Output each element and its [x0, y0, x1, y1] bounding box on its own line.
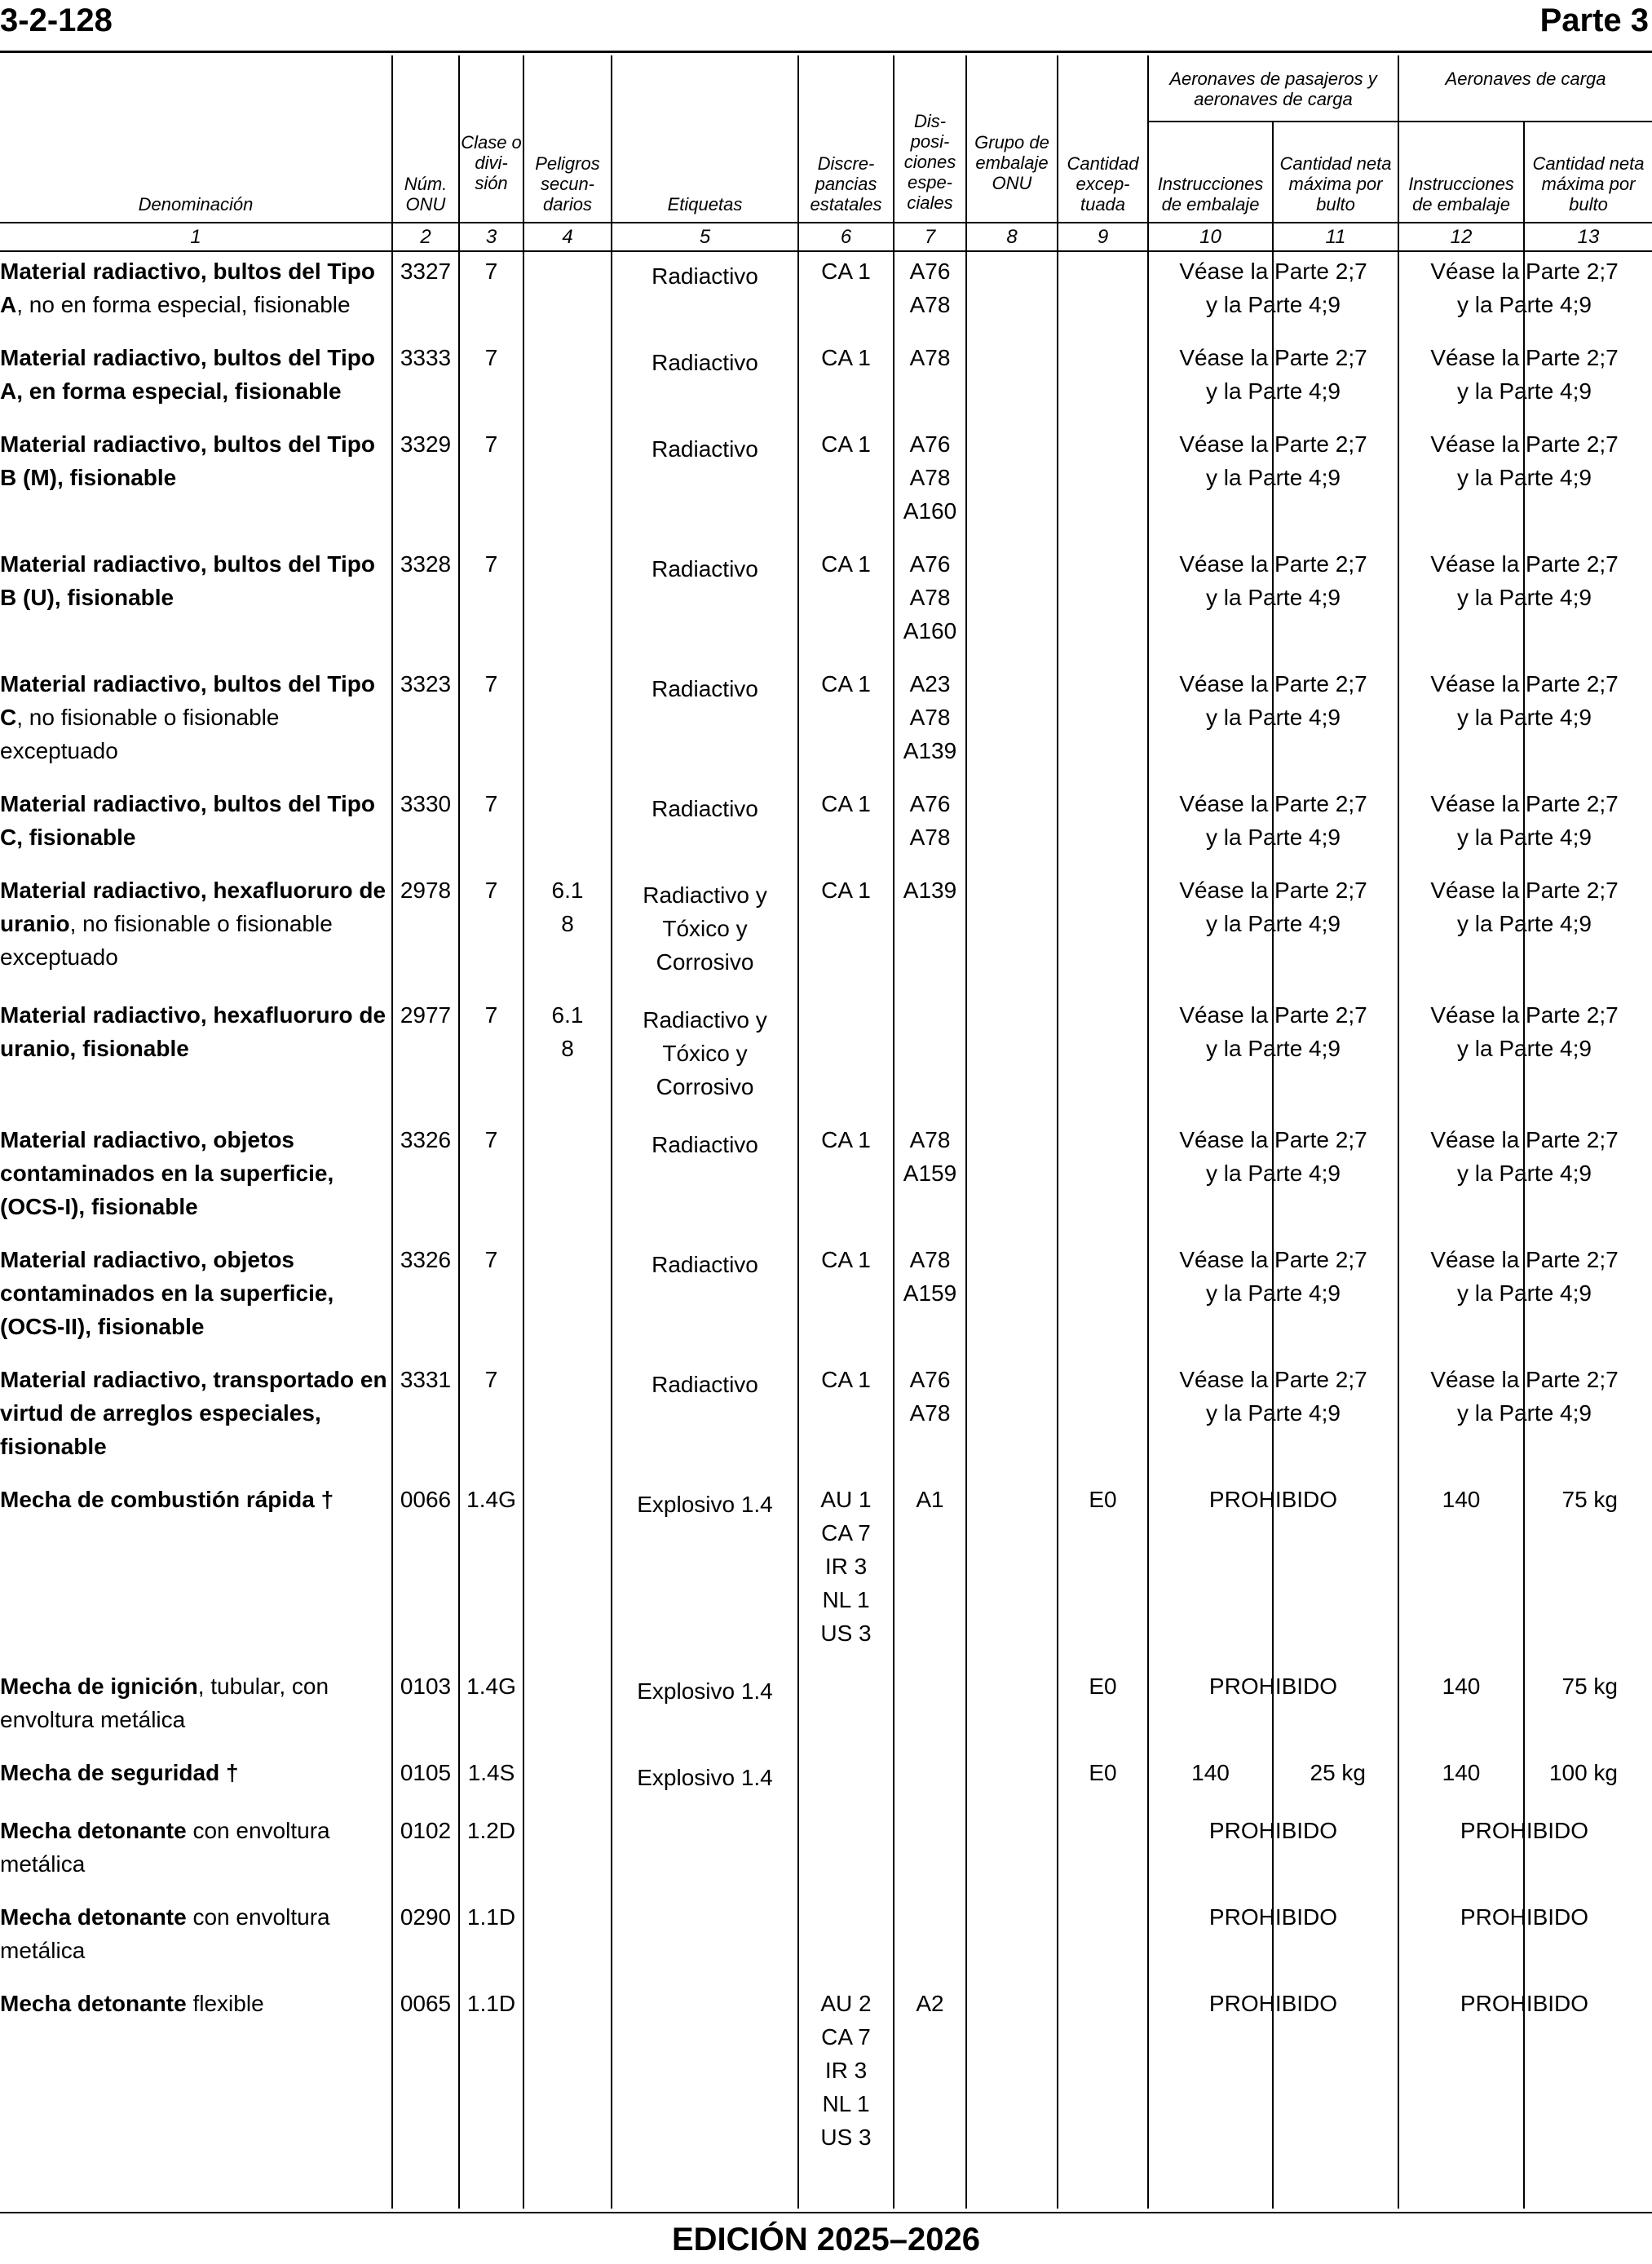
pax-packing-instruction: 140: [1191, 1760, 1230, 1785]
cao-restriction: Véase la Parte 2;7 y la Parte 4;9: [1430, 671, 1619, 730]
special-provisions: [894, 1669, 966, 1756]
row-name: [0, 547, 392, 667]
un-number: 0066: [400, 1487, 452, 1512]
special-provisions: [894, 998, 966, 1123]
col-number: 13: [1577, 226, 1600, 248]
row-name: [0, 1483, 392, 1669]
subsidiary-hazard: [523, 547, 612, 667]
row-name: [0, 427, 392, 547]
table-row: [0, 1987, 1650, 2173]
state-variations: AU 2 CA 7 IR 3 NL 1 US 3: [820, 1991, 872, 2150]
col-number: 5: [699, 226, 711, 248]
pax-restriction: PROHIBIDO: [1208, 1991, 1338, 2016]
state-variations: CA 1: [821, 791, 871, 816]
row-name: [0, 1243, 392, 1363]
hazard-labels: Radiactivo: [652, 1132, 758, 1157]
row-name-bold: Mecha detonante: [0, 1818, 187, 1843]
cao-max-quantity: 75 kg: [1561, 1487, 1618, 1512]
excepted-quantity: [1058, 1900, 1148, 1987]
subsidiary-hazard: 6.1 8: [551, 1002, 584, 1061]
cao-restriction: Véase la Parte 2;7 y la Parte 4;9: [1430, 1127, 1619, 1186]
state-variations: AU 1 CA 7 IR 3 NL 1 US 3: [820, 1487, 872, 1646]
table-row: [0, 427, 1650, 547]
top-rule: [0, 51, 1652, 53]
state-variations: CA 1: [821, 345, 871, 370]
special-provisions: [894, 1900, 966, 1987]
pax-restriction: PROHIBIDO: [1208, 1904, 1338, 1930]
un-number: 3327: [400, 259, 452, 284]
table-row: [0, 547, 1650, 667]
subsidiary-hazard: [523, 254, 612, 341]
packing-group: [966, 1243, 1058, 1363]
hazard-labels: Explosivo 1.4: [637, 1678, 773, 1704]
hazard-labels: Radiactivo: [652, 436, 758, 462]
pax-restriction: Véase la Parte 2;7 y la Parte 4;9: [1179, 1002, 1367, 1061]
class-division: 7: [484, 671, 498, 696]
cao-restriction: PROHIBIDO: [1460, 1904, 1589, 1930]
un-number: 3326: [400, 1247, 452, 1272]
cao-packing-instruction: 140: [1442, 1760, 1481, 1785]
special-provisions: [894, 1756, 966, 1814]
hazard-labels: Radiactivo: [652, 556, 758, 581]
hazard-labels: Radiactivo: [652, 350, 758, 375]
subsidiary-hazard: [523, 1756, 612, 1814]
excepted-quantity: [1058, 873, 1148, 998]
hazard-labels: [612, 1900, 798, 1987]
hazard-labels: Explosivo 1.4: [637, 1492, 773, 1517]
class-division: 7: [484, 791, 498, 816]
un-number: 3326: [400, 1127, 452, 1152]
subsidiary-hazard: [523, 667, 612, 787]
special-provisions: A76 A78: [909, 1367, 951, 1426]
row-name: [0, 1814, 392, 1900]
excepted-quantity: [1058, 1243, 1148, 1363]
class-division: 7: [484, 431, 498, 457]
group-header-rule: [1147, 121, 1652, 122]
hazard-labels: Radiactivo: [652, 1372, 758, 1397]
hazard-labels: Radiactivo y Tóxico y Corrosivo: [643, 882, 767, 975]
packing-group: [966, 1814, 1058, 1900]
un-number: 3328: [400, 551, 452, 577]
cao-packing-instruction: 140: [1442, 1487, 1481, 1512]
row-name: [0, 254, 392, 341]
packing-group: [966, 1123, 1058, 1243]
packing-group: [966, 1669, 1058, 1756]
hazard-labels: [612, 1814, 798, 1900]
subsidiary-hazard: [523, 341, 612, 427]
row-name-bold: Material radiactivo, objetos contaminados en la superficie, (OCS-I), fisionable: [0, 1127, 334, 1219]
hazard-labels: Radiactivo y Tóxico y Corrosivo: [643, 1007, 767, 1099]
class-division: 7: [484, 259, 498, 284]
packing-group: [966, 1756, 1058, 1814]
hazard-labels: Radiactivo: [652, 676, 758, 701]
excepted-quantity: E0: [1089, 1674, 1117, 1699]
col-header-grupo: Grupo de embalaje ONU: [974, 132, 1049, 193]
state-variations: [798, 1900, 894, 1987]
packing-group: [966, 1363, 1058, 1483]
row-name-bold: Material radiactivo, bultos del Tipo B (U), fisionable: [0, 551, 376, 610]
special-provisions: A76 A78 A160: [903, 551, 957, 643]
col-header-num-onu: Núm. ONU: [404, 174, 448, 214]
subsidiary-hazard: [523, 1987, 612, 2173]
special-provisions: A78 A159: [903, 1127, 957, 1186]
hazard-labels: [612, 1987, 798, 2173]
pax-restriction: Véase la Parte 2;7 y la Parte 4;9: [1179, 431, 1367, 490]
row-name-bold: Mecha de ignición: [0, 1674, 198, 1699]
table-row: [0, 254, 1650, 341]
col-header-cantidad-exceptuada: Cantidad excep- tuada: [1067, 153, 1139, 214]
subsidiary-hazard: 6.1 8: [551, 878, 584, 936]
row-name-rest: flexible: [186, 1991, 264, 2016]
excepted-quantity: [1058, 427, 1148, 547]
col-number: 12: [1450, 226, 1473, 248]
col-number: 2: [420, 226, 431, 248]
row-name-rest: , tubular, con envoltura metálica: [0, 1674, 329, 1732]
un-number: 0290: [400, 1904, 452, 1930]
part-title: Parte 3: [1539, 2, 1649, 38]
class-division: 1.4G: [466, 1487, 516, 1512]
hazard-labels: Radiactivo: [652, 796, 758, 821]
col-number: 7: [924, 226, 936, 248]
cao-restriction: Véase la Parte 2;7 y la Parte 4;9: [1430, 431, 1619, 490]
col-number: 11: [1325, 226, 1346, 248]
pax-restriction: Véase la Parte 2;7 y la Parte 4;9: [1179, 791, 1367, 850]
col-header-disposiciones: Dis- posi- ciones espe- ciales: [903, 111, 956, 213]
cao-restriction: Véase la Parte 2;7 y la Parte 4;9: [1430, 1247, 1619, 1306]
un-number: 0103: [400, 1674, 452, 1699]
pax-restriction: Véase la Parte 2;7 y la Parte 4;9: [1179, 671, 1367, 730]
excepted-quantity: [1058, 998, 1148, 1123]
packing-group: [966, 998, 1058, 1123]
row-name-bold: Material radiactivo, bultos del Tipo C: [0, 671, 376, 730]
row-name-bold: Mecha detonante: [0, 1904, 187, 1930]
row-name-bold: Material radiactivo, bultos del Tipo C, fisionable: [0, 791, 376, 850]
special-provisions: A78: [909, 345, 951, 370]
cao-packing-instruction: 140: [1442, 1674, 1481, 1699]
cao-restriction: PROHIBIDO: [1460, 1991, 1589, 2016]
excepted-quantity: [1058, 1363, 1148, 1483]
un-number: 2978: [400, 878, 452, 903]
state-variations: CA 1: [821, 1367, 871, 1392]
col-number: 8: [1006, 226, 1018, 248]
special-provisions: A23 A78 A139: [903, 671, 957, 763]
edition-footer: EDICIÓN 2025–2026: [671, 2222, 980, 2257]
subsidiary-hazard: [523, 1669, 612, 1756]
pax-max-quantity: 25 kg: [1310, 1760, 1366, 1785]
pax-restriction: Véase la Parte 2;7 y la Parte 4;9: [1179, 1367, 1367, 1426]
col-header-etiquetas: Etiquetas: [667, 194, 743, 214]
row-name: [0, 1669, 392, 1756]
row-name-bold: Material radiactivo, transportado en virtud de arreglos especiales, fisionable: [0, 1367, 387, 1459]
class-division: 7: [484, 1127, 498, 1152]
col-header-peligros: Peligros secun- darios: [535, 153, 600, 214]
class-division: 7: [484, 1367, 498, 1392]
pax-restriction: Véase la Parte 2;7 y la Parte 4;9: [1179, 878, 1367, 936]
excepted-quantity: E0: [1089, 1760, 1117, 1785]
row-name: [0, 787, 392, 873]
special-provisions: A76 A78 A160: [903, 431, 957, 524]
special-provisions: A76 A78: [909, 791, 951, 850]
excepted-quantity: [1058, 787, 1148, 873]
col-number: 1: [190, 226, 201, 248]
class-division: 1.1D: [466, 1991, 516, 2016]
col-number: 4: [562, 226, 573, 248]
special-provisions: [894, 1814, 966, 1900]
state-variations: [798, 1669, 894, 1756]
excepted-quantity: [1058, 341, 1148, 427]
row-name: [0, 873, 392, 998]
col-header-cao-instrucciones: Instrucciones de embalaje: [1408, 174, 1514, 214]
table-row: [0, 873, 1650, 998]
subsidiary-hazard: [523, 427, 612, 547]
hazard-labels: Radiactivo: [652, 1252, 758, 1277]
hazard-labels: Radiactivo: [652, 263, 758, 289]
cao-restriction: Véase la Parte 2;7 y la Parte 4;9: [1430, 259, 1619, 317]
hazard-labels: Explosivo 1.4: [637, 1765, 773, 1790]
packing-group: [966, 341, 1058, 427]
table-row: [0, 667, 1650, 787]
row-name: [0, 341, 392, 427]
row-name-bold: Material radiactivo, bultos del Tipo B (M), fisionable: [0, 431, 376, 490]
un-number: 3333: [400, 345, 452, 370]
row-name-bold: Material radiactivo, hexafluoruro de uranio, fisionable: [0, 1002, 386, 1061]
col-number: 10: [1199, 226, 1221, 248]
group-header-cargo: Aeronaves de carga: [1445, 69, 1606, 89]
cao-restriction: Véase la Parte 2;7 y la Parte 4;9: [1430, 791, 1619, 850]
col-header-discrepancias: Discre- pancias estatales: [810, 153, 882, 214]
excepted-quantity: [1058, 667, 1148, 787]
row-name-bold: Material radiactivo, objetos contaminados en la superficie, (OCS-II), fisionable: [0, 1247, 334, 1339]
state-variations: CA 1: [821, 1247, 871, 1272]
table-row: [0, 1900, 1650, 1987]
packing-group: [966, 1987, 1058, 2173]
un-number: 3323: [400, 671, 452, 696]
table-row: [0, 787, 1650, 873]
row-name-rest: con envoltura metálica: [0, 1818, 330, 1877]
cao-restriction: Véase la Parte 2;7 y la Parte 4;9: [1430, 878, 1619, 936]
class-division: 7: [484, 1247, 498, 1272]
packing-group: [966, 254, 1058, 341]
row-name: [0, 667, 392, 787]
row-name: [0, 1123, 392, 1243]
special-provisions: A1: [916, 1487, 944, 1512]
packing-group: [966, 787, 1058, 873]
bottom-rule: [0, 2212, 1652, 2213]
row-name-bold: Material radiactivo, bultos del Tipo A: [0, 259, 376, 317]
group-header-passenger: Aeronaves de pasajeros y aeronaves de carga: [1169, 69, 1377, 109]
row-name-bold: Mecha de seguridad †: [0, 1760, 239, 1785]
un-number: 3330: [400, 791, 452, 816]
number-row-rule: [0, 250, 1652, 252]
un-number: 0065: [400, 1991, 452, 2016]
packing-group: [966, 547, 1058, 667]
subsidiary-hazard: [523, 1483, 612, 1669]
class-division: 1.4S: [467, 1760, 515, 1785]
state-variations: CA 1: [821, 1127, 871, 1152]
table-row: [0, 1243, 1650, 1363]
col-number: 6: [840, 226, 852, 248]
class-division: 1.4G: [466, 1674, 516, 1699]
row-name: [0, 1900, 392, 1987]
excepted-quantity: E0: [1089, 1487, 1117, 1512]
row-name-rest: , no fisionable o fisionable exceptuado: [0, 911, 333, 970]
row-name: [0, 1756, 392, 1814]
subsidiary-hazard: [523, 1363, 612, 1483]
special-provisions: A76 A78: [909, 259, 951, 317]
row-name-bold: Material radiactivo, bultos del Tipo A, en forma especial, fisionable: [0, 345, 376, 404]
subsidiary-hazard: [523, 1243, 612, 1363]
table-row: [0, 1814, 1650, 1900]
class-division: 7: [484, 878, 498, 903]
packing-group: [966, 1483, 1058, 1669]
cao-max-quantity: 100 kg: [1548, 1760, 1618, 1785]
table-row: [0, 1756, 1650, 1814]
un-number: 0105: [400, 1760, 452, 1785]
un-number: 2977: [400, 1002, 452, 1028]
pax-restriction: Véase la Parte 2;7 y la Parte 4;9: [1179, 345, 1367, 404]
table-row: [0, 1669, 1650, 1756]
state-variations: [798, 1814, 894, 1900]
class-division: 7: [484, 551, 498, 577]
dangerous-goods-table: [0, 254, 1650, 2173]
cao-restriction: Véase la Parte 2;7 y la Parte 4;9: [1430, 1002, 1619, 1061]
special-provisions: A2: [916, 1991, 944, 2016]
row-name-rest: , no fisionable o fisionable exceptuado: [0, 705, 280, 763]
class-division: 1.2D: [466, 1818, 516, 1843]
state-variations: CA 1: [821, 551, 871, 577]
row-name: [0, 1363, 392, 1483]
cao-max-quantity: 75 kg: [1561, 1674, 1618, 1699]
subsidiary-hazard: [523, 787, 612, 873]
cao-restriction: Véase la Parte 2;7 y la Parte 4;9: [1430, 551, 1619, 610]
state-variations: CA 1: [821, 431, 871, 457]
packing-group: [966, 873, 1058, 998]
special-provisions: A139: [903, 878, 957, 903]
special-provisions: A78 A159: [903, 1247, 957, 1306]
pax-restriction: PROHIBIDO: [1208, 1487, 1338, 1512]
pax-restriction: Véase la Parte 2;7 y la Parte 4;9: [1179, 1247, 1367, 1306]
un-number: 3329: [400, 431, 452, 457]
pax-restriction: Véase la Parte 2;7 y la Parte 4;9: [1179, 1127, 1367, 1186]
row-name: [0, 998, 392, 1123]
un-number: 3331: [400, 1367, 452, 1392]
subsidiary-hazard: [523, 1123, 612, 1243]
subsidiary-hazard: [523, 1900, 612, 1987]
class-division: 1.1D: [466, 1904, 516, 1930]
excepted-quantity: [1058, 1987, 1148, 2173]
packing-group: [966, 667, 1058, 787]
cao-restriction: Véase la Parte 2;7 y la Parte 4;9: [1430, 345, 1619, 404]
pax-restriction: Véase la Parte 2;7 y la Parte 4;9: [1179, 259, 1367, 317]
packing-group: [966, 1900, 1058, 1987]
col-header-denominacion: Denominación: [138, 194, 254, 214]
class-division: 7: [484, 1002, 498, 1028]
packing-group: [966, 427, 1058, 547]
excepted-quantity: [1058, 1814, 1148, 1900]
page-number: 3-2-128: [0, 2, 113, 38]
row-name: [0, 1987, 392, 2173]
row-name-rest: con envoltura metálica: [0, 1904, 330, 1963]
cao-restriction: PROHIBIDO: [1460, 1818, 1589, 1843]
table-row: [0, 1123, 1650, 1243]
col-header-clase: Clase o divi- sión: [461, 132, 522, 193]
table-row: [0, 341, 1650, 427]
subsidiary-hazard: [523, 1814, 612, 1900]
col-header-pax-instrucciones: Instrucciones de embalaje: [1157, 174, 1264, 214]
pax-restriction: PROHIBIDO: [1208, 1674, 1338, 1699]
row-name-rest: , no en forma especial, fisionable: [16, 292, 351, 317]
header-rule: [0, 222, 1652, 223]
row-name-bold: Mecha detonante: [0, 1991, 187, 2016]
col-header-cao-cantidad: Cantidad neta máxima por bulto: [1532, 153, 1645, 214]
state-variations: CA 1: [821, 878, 871, 903]
pax-restriction: Véase la Parte 2;7 y la Parte 4;9: [1179, 551, 1367, 610]
row-name-bold: Material radiactivo, hexafluoruro de uranio: [0, 878, 386, 936]
state-variations: [798, 998, 894, 1123]
table-row: [0, 998, 1650, 1123]
class-division: 7: [484, 345, 498, 370]
state-variations: [798, 1756, 894, 1814]
un-number: 0102: [400, 1818, 452, 1843]
col-header-pax-cantidad: Cantidad neta máxima por bulto: [1279, 153, 1392, 214]
table-row: [0, 1483, 1650, 1669]
excepted-quantity: [1058, 547, 1148, 667]
cao-restriction: Véase la Parte 2;7 y la Parte 4;9: [1430, 1367, 1619, 1426]
state-variations: CA 1: [821, 259, 871, 284]
excepted-quantity: [1058, 1123, 1148, 1243]
col-number: 9: [1097, 226, 1109, 248]
row-name-bold: Mecha de combustión rápida †: [0, 1487, 334, 1512]
pax-restriction: PROHIBIDO: [1208, 1818, 1338, 1843]
excepted-quantity: [1058, 254, 1148, 341]
col-number: 3: [485, 226, 497, 248]
table-row: [0, 1363, 1650, 1483]
state-variations: CA 1: [821, 671, 871, 696]
